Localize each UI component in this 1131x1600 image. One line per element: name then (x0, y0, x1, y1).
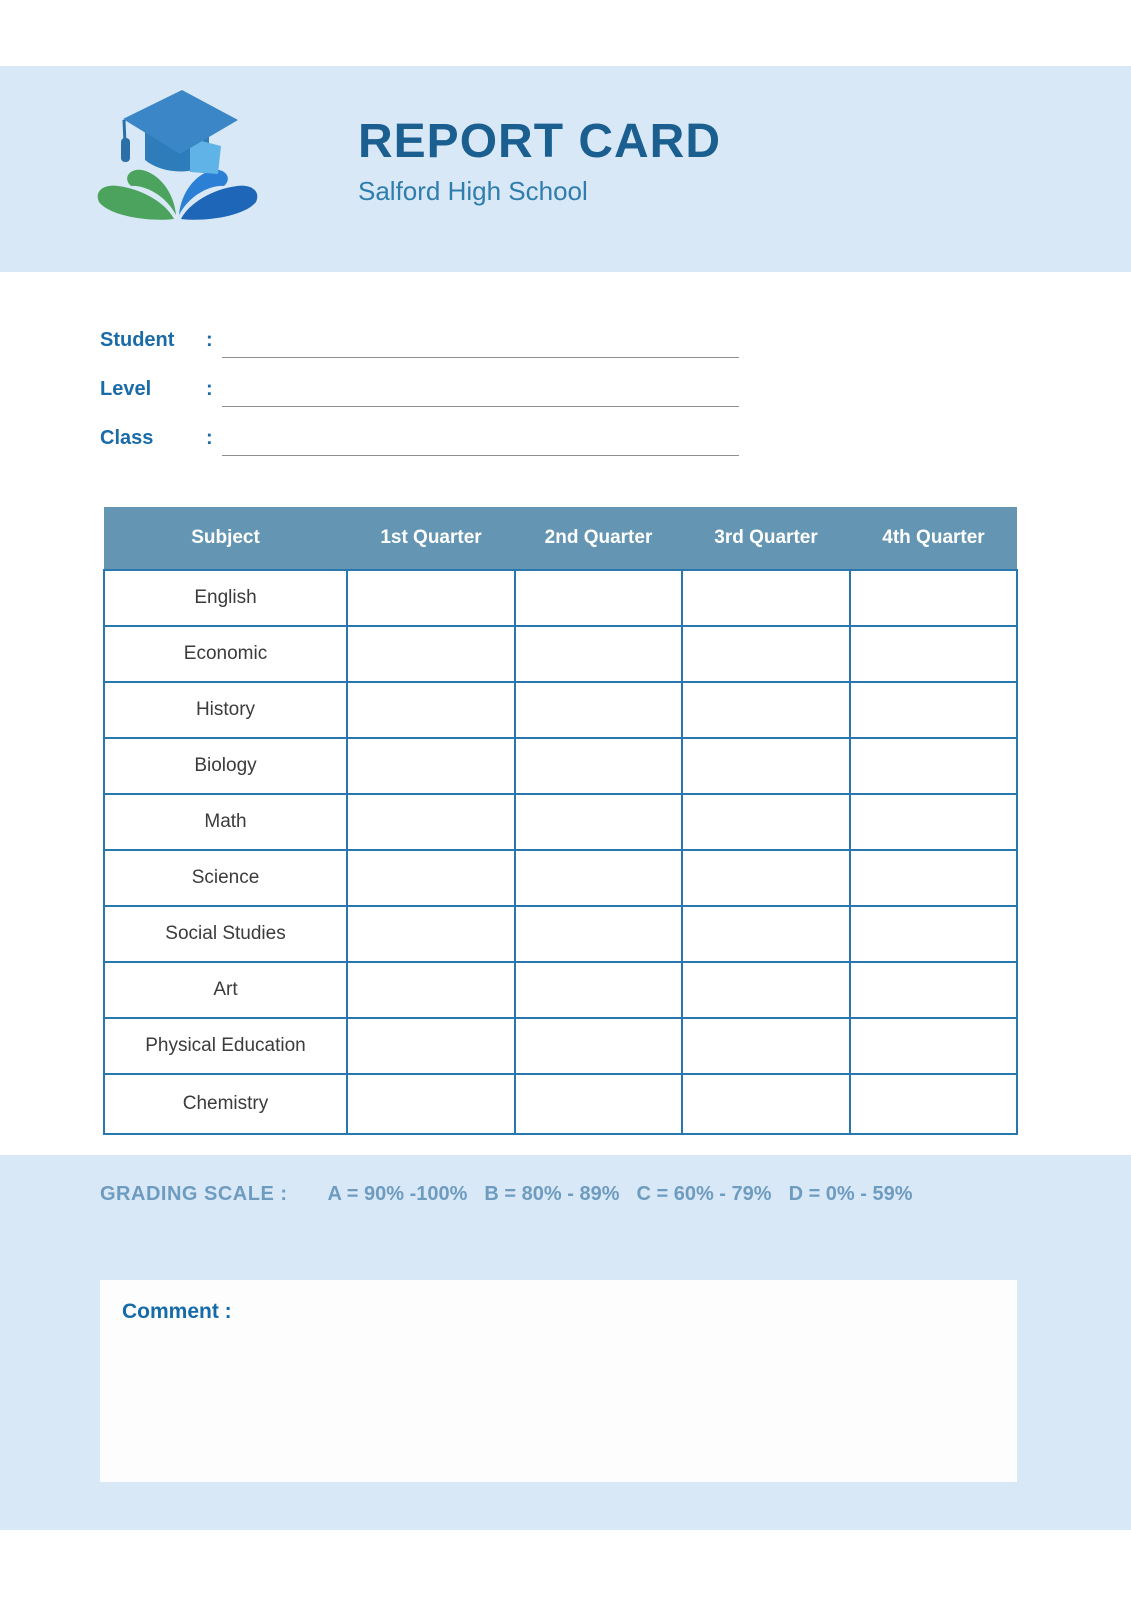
colon-separator: : (206, 329, 213, 351)
grade-cell[interactable] (850, 794, 1017, 850)
table-row (104, 794, 1017, 850)
subject-cell: Physical Education (104, 1018, 347, 1074)
table-row (104, 850, 1017, 906)
grade-cell[interactable] (850, 738, 1017, 794)
column-header-q1: 1st Quarter (347, 507, 515, 570)
grade-cell[interactable] (515, 1074, 682, 1134)
grade-cell[interactable] (682, 906, 850, 962)
table-row (104, 738, 1017, 794)
grade-cell[interactable] (682, 738, 850, 794)
grade-cell[interactable] (682, 1018, 850, 1074)
grade-cell[interactable] (682, 570, 850, 626)
grade-cell[interactable] (347, 850, 515, 906)
grades-table (103, 507, 1018, 1135)
grade-cell[interactable] (682, 626, 850, 682)
grade-cell[interactable] (850, 1074, 1017, 1134)
subject-cell: Science (104, 850, 347, 906)
subject-cell: History (104, 682, 347, 738)
grade-cell[interactable] (347, 962, 515, 1018)
grade-cell[interactable] (850, 570, 1017, 626)
comment-label: Comment : (122, 1300, 232, 1323)
grading-scale-label: GRADING SCALE : (100, 1183, 288, 1205)
table-header-row (104, 507, 1017, 570)
page-title: REPORT CARD (358, 115, 722, 168)
grading-scale-item-c: C = 60% - 79% (636, 1183, 772, 1205)
grade-cell[interactable] (682, 1074, 850, 1134)
grade-cell[interactable] (850, 1018, 1017, 1074)
subject-cell: English (104, 570, 347, 626)
grade-cell[interactable] (515, 738, 682, 794)
grade-cell[interactable] (347, 794, 515, 850)
class-label: Class (100, 427, 154, 449)
grade-cell[interactable] (347, 1074, 515, 1134)
student-label: Student (100, 329, 175, 351)
comment-text-area[interactable] (100, 1324, 1017, 1456)
column-header-subject: Subject (104, 507, 347, 570)
grade-cell[interactable] (515, 794, 682, 850)
school-logo-icon (90, 86, 265, 231)
grading-scale (100, 1183, 930, 1206)
column-header-q4: 4th Quarter (850, 507, 1017, 570)
column-header-q2: 2nd Quarter (515, 507, 682, 570)
header-band (0, 66, 1131, 272)
grade-cell[interactable] (515, 1018, 682, 1074)
class-field-row (100, 425, 739, 474)
subject-cell: Social Studies (104, 906, 347, 962)
grade-cell[interactable] (347, 1018, 515, 1074)
student-field-row (100, 327, 739, 376)
subject-cell: Math (104, 794, 347, 850)
class-value-line[interactable] (222, 425, 739, 456)
grade-cell[interactable] (850, 962, 1017, 1018)
grade-cell[interactable] (347, 906, 515, 962)
grading-scale-item-a: A = 90% -100% (327, 1183, 468, 1205)
table-row (104, 626, 1017, 682)
table-row (104, 682, 1017, 738)
grading-scale-item-d: D = 0% - 59% (788, 1183, 913, 1205)
grade-cell[interactable] (515, 850, 682, 906)
subject-cell: Art (104, 962, 347, 1018)
grade-cell[interactable] (682, 682, 850, 738)
table-row (104, 1074, 1017, 1134)
student-value-line[interactable] (222, 327, 739, 358)
level-value-line[interactable] (222, 376, 739, 407)
colon-separator: : (206, 378, 213, 400)
colon-separator: : (206, 427, 213, 449)
subject-cell: Chemistry (104, 1074, 347, 1134)
school-name: Salford High School (358, 176, 588, 206)
subject-cell: Biology (104, 738, 347, 794)
grade-cell[interactable] (850, 906, 1017, 962)
grade-cell[interactable] (515, 570, 682, 626)
graduation-cap-icon (121, 90, 238, 174)
subject-cell: Economic (104, 626, 347, 682)
table-row (104, 906, 1017, 962)
table-row (104, 1018, 1017, 1074)
grade-cell[interactable] (682, 962, 850, 1018)
grade-cell[interactable] (850, 682, 1017, 738)
comment-box (100, 1280, 1017, 1482)
table-row (104, 570, 1017, 626)
grade-cell[interactable] (682, 794, 850, 850)
column-header-q3: 3rd Quarter (682, 507, 850, 570)
grade-cell[interactable] (515, 682, 682, 738)
grade-cell[interactable] (347, 738, 515, 794)
grade-cell[interactable] (850, 850, 1017, 906)
footer-band (0, 1155, 1131, 1530)
grading-scale-item-b: B = 80% - 89% (484, 1183, 620, 1205)
level-label: Level (100, 378, 152, 400)
grade-cell[interactable] (347, 682, 515, 738)
title-block (358, 114, 721, 207)
grade-cell[interactable] (515, 626, 682, 682)
grade-cell[interactable] (347, 570, 515, 626)
table-row (104, 962, 1017, 1018)
grade-cell[interactable] (515, 906, 682, 962)
grade-cell[interactable] (850, 626, 1017, 682)
level-field-row (100, 376, 739, 425)
open-book-icon (98, 170, 258, 220)
grade-cell[interactable] (347, 626, 515, 682)
grade-cell[interactable] (682, 850, 850, 906)
grade-cell[interactable] (515, 962, 682, 1018)
student-info-section (100, 327, 739, 474)
